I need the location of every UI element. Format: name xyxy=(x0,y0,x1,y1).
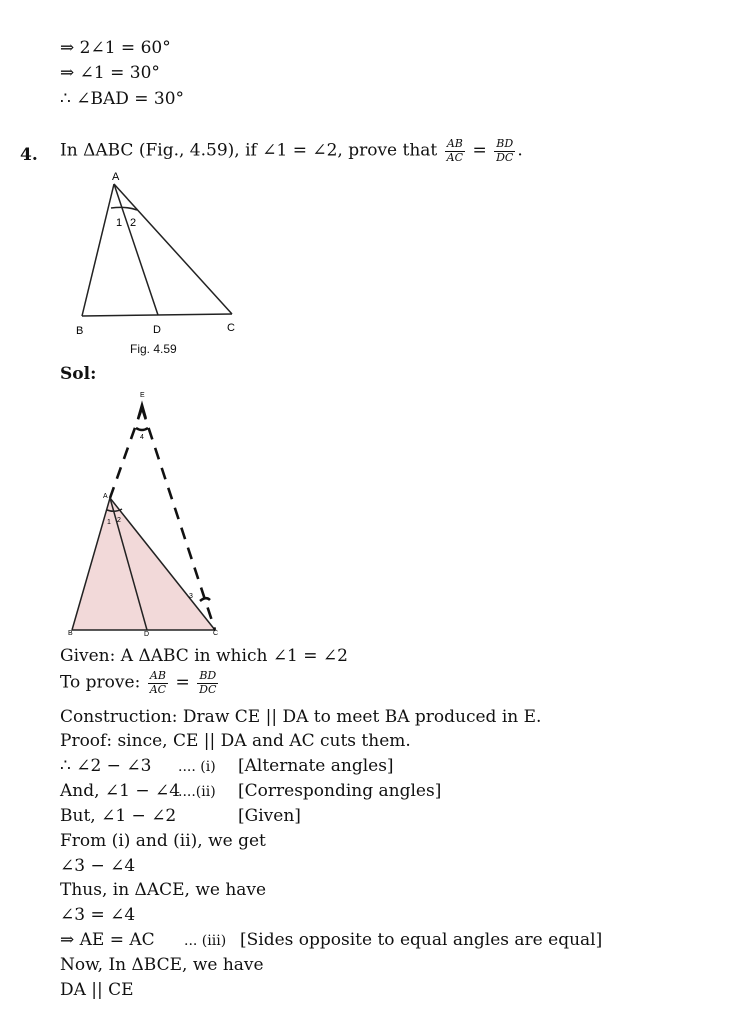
dashed-ea xyxy=(110,408,142,498)
angle-arc xyxy=(111,207,137,210)
label-4: 4 xyxy=(140,434,144,441)
label-a: A xyxy=(103,493,108,500)
side-ac xyxy=(114,184,232,314)
now-line: Now, In ΔBCE, we have xyxy=(60,955,264,975)
question-statement: In ΔABC (Fig., 4.59), if ∠1 = ∠2, prove that xyxy=(60,140,438,161)
text-line: ⇒ 2∠1 = 60° xyxy=(60,38,171,58)
label-2: 2 xyxy=(130,217,137,229)
side-ab xyxy=(82,184,114,316)
fraction-ab-ac: $\frac{AB}{AC}$ xyxy=(446,137,464,164)
text-line: ∴ ∠BAD = 30° xyxy=(60,89,185,109)
step-4: ⇒ AE = AC ... (iii) [Sides opposite to equal angles are equal] xyxy=(60,930,603,950)
fraction-ab-ac: $\frac{AB}{AC}$ xyxy=(149,669,167,696)
question-number: 4. xyxy=(20,145,38,165)
angle-arc-e xyxy=(136,428,148,430)
equals-sign: = xyxy=(472,140,487,161)
figure-4-59 xyxy=(70,168,250,343)
label-2: 2 xyxy=(117,517,121,524)
label-3: 3 xyxy=(189,593,193,600)
bisector-ad xyxy=(114,184,158,315)
equation-line: ∠3 = ∠4 xyxy=(60,905,136,925)
step-3: But, ∠1 − ∠2 [Given] xyxy=(60,806,301,826)
label-d: D xyxy=(144,631,150,636)
label-1: 1 xyxy=(116,217,123,229)
label-c: C xyxy=(213,630,219,636)
to-prove-line: To prove: $\frac{AB}{AC}$ = $\frac{BD}{DC}$ xyxy=(60,669,217,696)
fraction-bd-dc: $\frac{BD}{DC}$ xyxy=(496,137,514,164)
equation-line: ∠3 − ∠4 xyxy=(60,856,136,876)
label-a: A xyxy=(112,171,120,183)
given-line: Given: A ΔABC in which ∠1 = ∠2 xyxy=(60,646,348,666)
triangle-abc-fill xyxy=(72,498,215,630)
from-line: From (i) and (ii), we get xyxy=(60,831,266,851)
text-line: ⇒ ∠1 = 30° xyxy=(60,63,160,83)
step-2: And, ∠1 − ∠4....(ii) [Corresponding angles] xyxy=(60,781,442,801)
figure-caption: Fig. 4.59 xyxy=(130,342,177,356)
label-c: C xyxy=(227,322,235,334)
angle-arc-c xyxy=(200,598,210,601)
proof-line: Proof: since, CE || DA and AC cuts them. xyxy=(60,731,411,751)
label-e: E xyxy=(140,392,145,399)
thus-line: Thus, in ΔACE, we have xyxy=(60,880,267,900)
construction-line: Construction: Draw CE || DA to meet BA produced in E. xyxy=(60,707,542,727)
label-b: B xyxy=(68,630,73,636)
label-1: 1 xyxy=(107,519,111,526)
label-b: B xyxy=(76,325,84,337)
solution-figure xyxy=(60,386,230,636)
last-line: DA || CE xyxy=(60,980,134,1000)
step-1: ∴ ∠2 − ∠3 .... (i) [Alternate angles] xyxy=(60,756,394,776)
question-text: In ΔABC (Fig., 4.59), if ∠1 = ∠2, prove that $\frac{AB}{AC}$ = $\frac{BD}{DC}$ . xyxy=(60,137,523,164)
label-d: D xyxy=(153,324,161,336)
fraction-bd-dc: $\frac{BD}{DC}$ xyxy=(199,669,217,696)
sol-label: Sol: xyxy=(60,364,97,384)
